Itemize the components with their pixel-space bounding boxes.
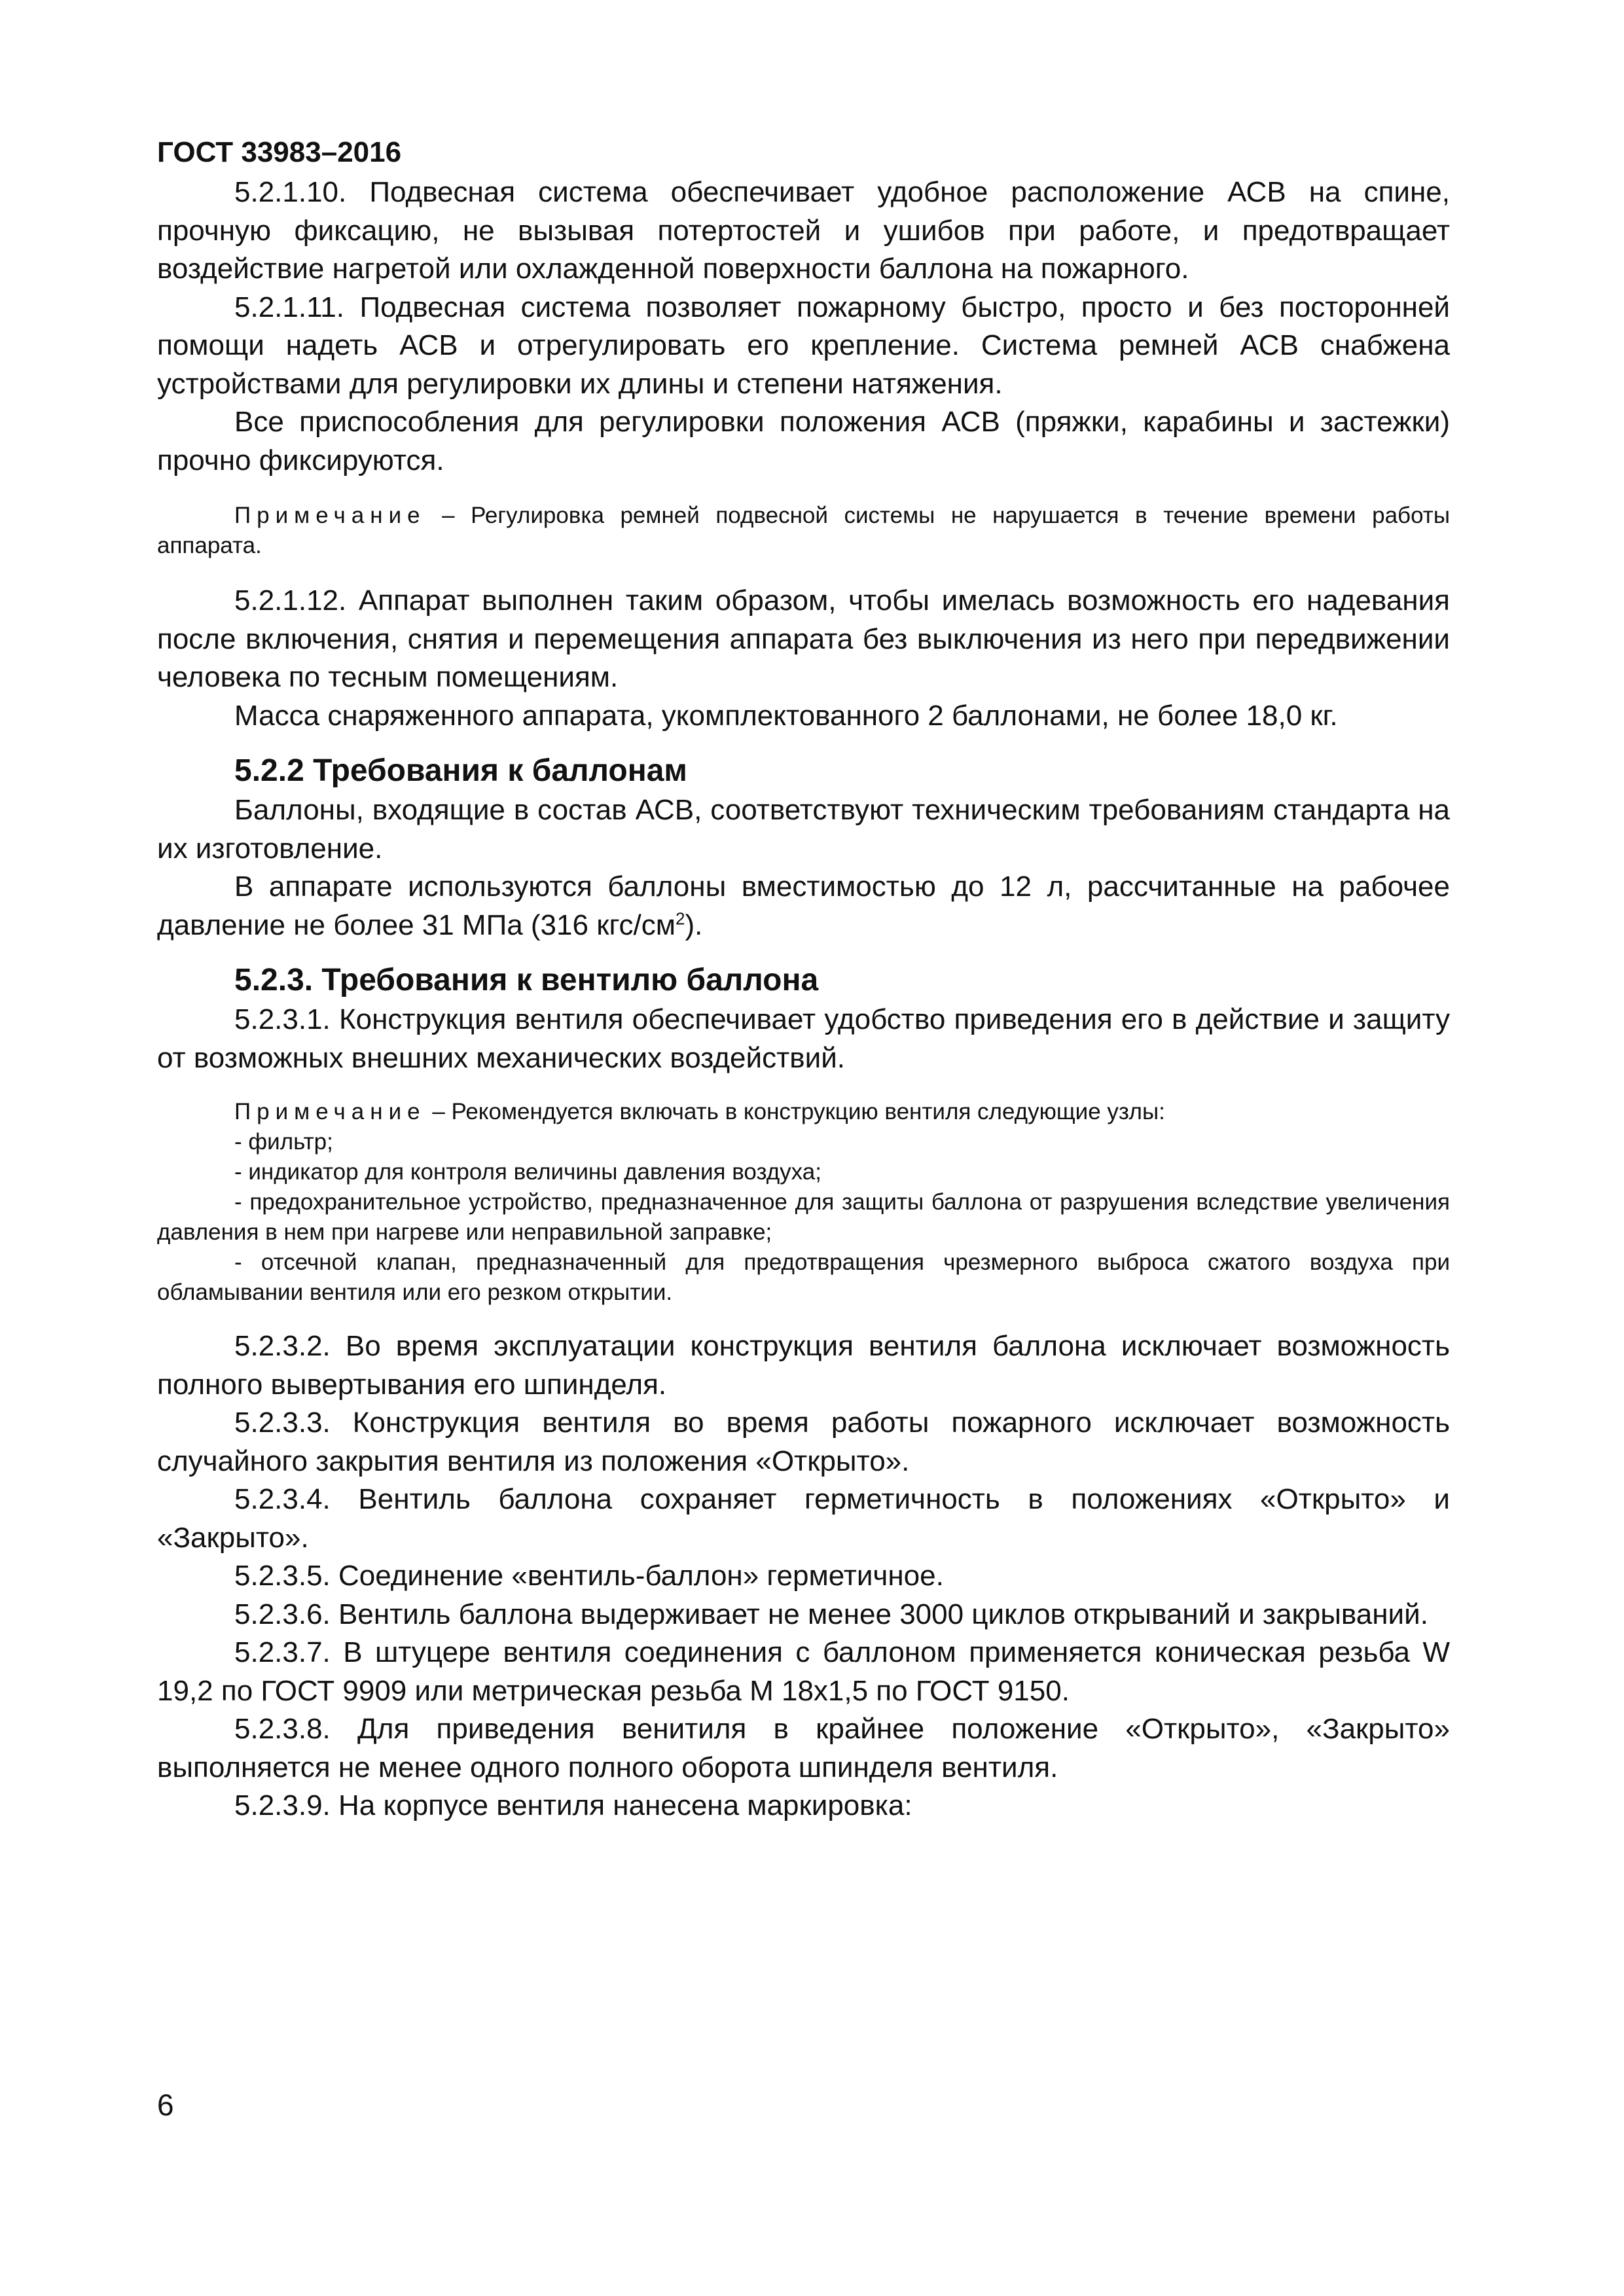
note-1-text: – Регулировка ремней подвесной системы не нарушается в течение времени работы аппарата. bbox=[157, 503, 1450, 558]
clause-5-2-3-4: 5.2.3.4. Вентиль баллона сохраняет герметичность в положениях «Открыто» и «Закрыто». bbox=[157, 1483, 1450, 1554]
clause-5-2-1-11: 5.2.1.11. Подвесная система позволяет пожарному быстро, просто и без посторонней помощи надеть АСВ и отрегулировать его крепление. Система ремней АСВ снабжена устройствами для регулировки их длины и степени натяжения. bbox=[157, 291, 1450, 400]
clause-5-2-3-5: 5.2.3.5. Соединение «вентиль-баллон» герметичное. bbox=[234, 1560, 944, 1592]
note-2-item-safety-device: - предохранительное устройство, предназначенное для защиты баллона от разрушения вследствие увеличения давления в нем при нагреве или неправильной заправке; bbox=[157, 1189, 1450, 1245]
clause-5-2-3-6: 5.2.3.6. Вентиль баллона выдерживает не менее 3000 циклов открываний и закрываний. bbox=[234, 1598, 1428, 1630]
page-number: 6 bbox=[157, 2088, 174, 2122]
cylinders-2-text: В аппарате используются баллоны вместимостью до 12 л, рассчитанные на рабочее давление не более 31 МПа (316 кгс/см bbox=[157, 870, 1450, 941]
section-heading-5-2-2: 5.2.2 Требования к баллонам bbox=[234, 753, 687, 788]
section-heading-5-2-3: 5.2.3. Требования к вентилю баллона bbox=[234, 963, 819, 997]
clause-5-2-3-3: 5.2.3.3. Конструкция вентиля во время работы пожарного исключает возможность случайного закрытия вентиля из положения «Открыто». bbox=[157, 1407, 1450, 1477]
paragraph-cylinders-1: Баллоны, входящие в состав АСВ, соответствуют техническим требованиям стандарта на их изготовление. bbox=[157, 794, 1450, 865]
superscript-2: 2 bbox=[676, 908, 685, 928]
note-2-item-filter: - фильтр; bbox=[234, 1129, 333, 1155]
document-page bbox=[157, 134, 1450, 1825]
note-2-text: – Рекомендуется включать в конструкцию вентиля следующие узлы: bbox=[425, 1099, 1165, 1124]
note-1 bbox=[157, 501, 1450, 561]
note-2-item-indicator: - индикатор для контроля величины давления воздуха; bbox=[234, 1159, 821, 1185]
paragraph-adjustment-devices: Все приспособления для регулировки положения АСВ (пряжки, карабины и застежки) прочно фиксируются. bbox=[157, 406, 1450, 476]
note-2 bbox=[157, 1097, 1450, 1127]
note-1-label: Примечание bbox=[234, 503, 426, 528]
paragraph-cylinders-2 bbox=[157, 868, 1450, 944]
note-2-label: Примечание bbox=[234, 1099, 426, 1124]
clause-5-2-3-8: 5.2.3.8. Для приведения венитиля в крайнее положение «Открыто», «Закрыто» выполняется не менее одного полного оборота шпинделя вентиля. bbox=[157, 1713, 1450, 1784]
clause-5-2-1-12: 5.2.1.12. Аппарат выполнен таким образом, чтобы имелась возможность его надевания после включения, снятия и перемещения аппарата без выключения из него при передвижении человека по тесным помещениям. bbox=[157, 584, 1450, 693]
clause-5-2-3-1: 5.2.3.1. Конструкция вентиля обеспечивает удобство приведения его в действие и защиту от возможных внешних механических воздействий. bbox=[157, 1003, 1450, 1074]
paragraph-mass: Масса снаряженного аппарата, укомплектованного 2 баллонами, не более 18,0 кг. bbox=[234, 699, 1338, 732]
clause-5-2-3-7: 5.2.3.7. В штуцере вентиля соединения с баллоном применяется коническая резьба W 19,2 по ГОСТ 9909 или метрическая резьба М 18х1,5 по ГОСТ 9150. bbox=[157, 1636, 1450, 1707]
cylinders-2-end: ). bbox=[685, 908, 703, 941]
document-code: ГОСТ 33983–2016 bbox=[157, 136, 402, 168]
clause-5-2-1-10: 5.2.1.10. Подвесная система обеспечивает удобное расположение АСВ на спине, прочную фиксацию, не вызывая потертостей и ушибов при работе, и предотвращает воздействие нагретой или охлажденной поверхности баллона на пожарного. bbox=[157, 176, 1450, 285]
note-2-item-shutoff-valve: - отсечной клапан, предназначенный для предотвращения чрезмерного выброса сжатого воздуха при обламывании вентиля или его резком открытии. bbox=[157, 1249, 1450, 1305]
clause-5-2-3-9: 5.2.3.9. На корпусе вентиля нанесена маркировка: bbox=[234, 1789, 912, 1821]
clause-5-2-3-2: 5.2.3.2. Во время эксплуатации конструкция вентиля баллона исключает возможность полного вывертывания его шпинделя. bbox=[157, 1330, 1450, 1401]
